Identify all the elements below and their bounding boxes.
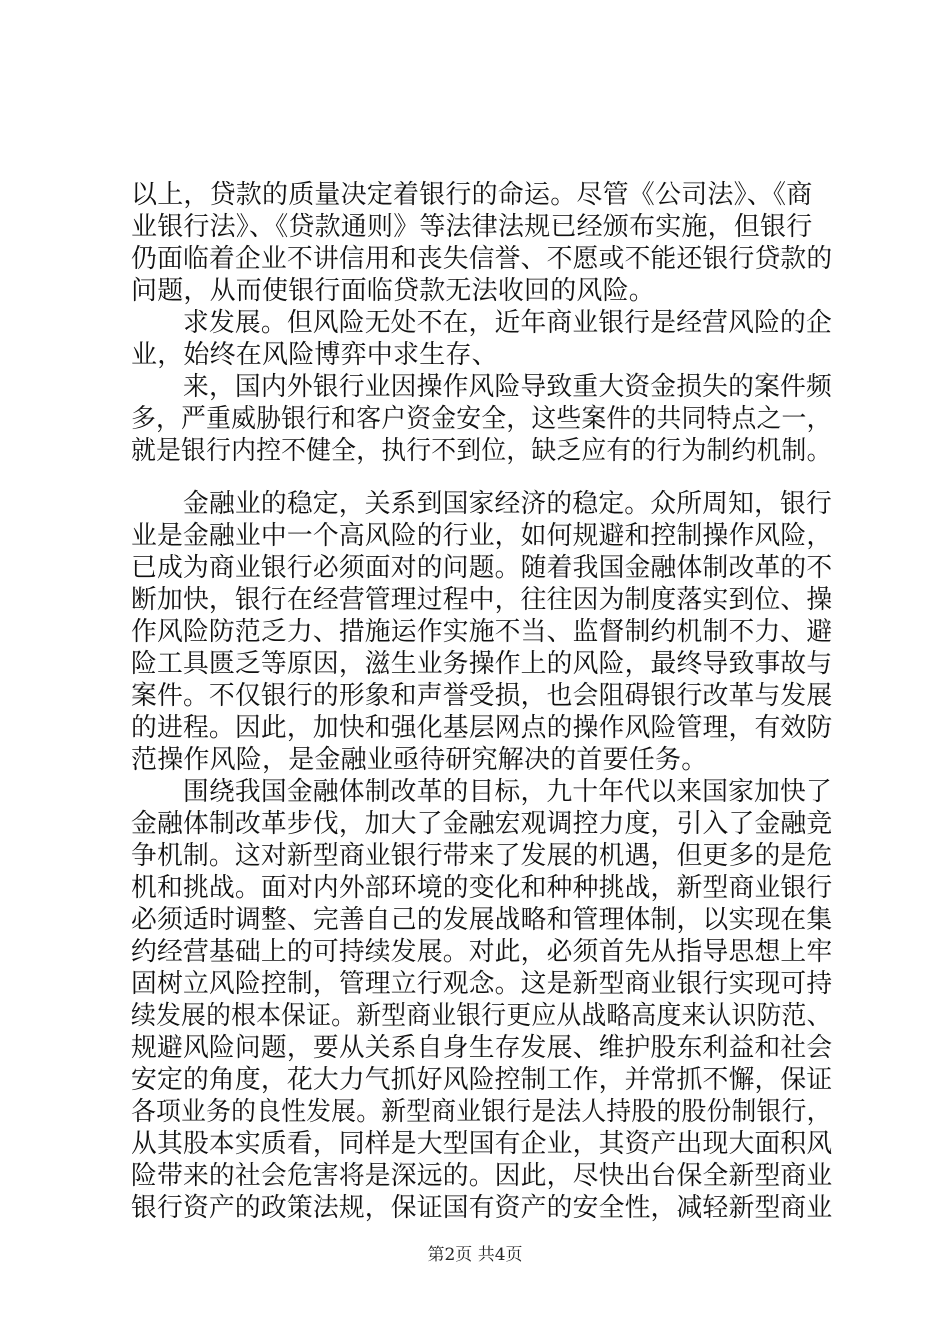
body-text-line: 围绕我国金融体制改革的目标，九十年代以来国家加快了 [183,777,832,807]
body-text-line: 问题，从而使银行面临贷款无法收回的风险。 [131,276,656,306]
body-text-line: 金融业的稳定，关系到国家经济的稳定。众所周知，银行 [183,489,832,519]
body-text-line: 以上，贷款的质量决定着银行的命运。尽管《公司法》、《商 [131,180,813,210]
body-text-line: 断加快，银行在经营管理过程中，往往因为制度落实到位、操 [131,585,833,615]
body-text-line: 续发展的根本保证。新型商业银行更应从战略高度来认识防范、 [131,1001,832,1031]
body-text-line: 必须适时调整、完善自己的发展战略和管理体制，以实现在集 [131,905,833,935]
body-text-line: 银行资产的政策法规，保证国有资产的安全性，减轻新型商业 [131,1193,833,1223]
body-text-line: 来，国内外银行业因操作风险导致重大资金损失的案件频 [183,372,832,402]
body-text-line: 从其股本实质看，同样是大型国有企业，其资产出现大面积风 [131,1129,833,1159]
body-text-line: 约经营基础上的可持续发展。对此，必须首先从指导思想上牢 [131,937,833,967]
body-text-line: 的进程。因此，加快和强化基层网点的操作风险管理，有效防 [131,713,833,743]
body-text-line: 案件。不仅银行的形象和声誉受损，也会阻碍银行改革与发展 [131,681,833,711]
body-text-line: 求发展。但风险无处不在，近年商业银行是经营风险的企 [183,308,832,338]
body-text-line: 机和挑战。面对内外部环境的变化和种种挑战，新型商业银行 [131,873,833,903]
body-text-line: 业银行法》、《贷款通则》等法律法规已经颁布实施，但银行 [131,212,813,242]
body-text-line: 业是金融业中一个高风险的行业，如何规避和控制操作风险， [131,521,833,551]
body-text-line: 规避风险问题，要从关系自身生存发展、维护股东利益和社会 [131,1033,833,1063]
body-text-line: 各项业务的良性发展。新型商业银行是法人持股的股份制银行， [131,1097,832,1127]
body-text-line: 安定的角度，花大力气抓好风险控制工作，并常抓不懈，保证 [131,1065,833,1095]
body-text-line: 金融体制改革步伐，加大了金融宏观调控力度，引入了金融竞 [131,809,833,839]
body-text-line: 多，严重威胁银行和客户资金安全，这些案件的共同特点之一， [131,404,832,434]
page-number-footer: 第2页 共4页 [427,1245,523,1265]
body-text-line: 作风险防范乏力、措施运作实施不当、监督制约机制不力、避 [131,617,833,647]
body-text-line: 争机制。这对新型商业银行带来了发展的机遇，但更多的是危 [131,841,833,871]
body-text-line: 仍面临着企业不讲信用和丧失信誉、不愿或不能还银行贷款的 [131,244,833,274]
body-text-line: 业，始终在风险博弈中求生存、 [131,340,498,370]
body-text-line: 险工具匮乏等原因，滋生业务操作上的风险，最终导致事故与 [131,649,833,679]
body-text-line: 已成为商业银行必须面对的问题。随着我国金融体制改革的不 [131,553,833,583]
body-text-line: 固树立风险控制，管理立行观念。这是新型商业银行实现可持 [131,969,833,999]
body-text-line: 险带来的社会危害将是深远的。因此，尽快出台保全新型商业 [131,1161,833,1191]
body-text-line: 就是银行内控不健全，执行不到位，缺乏应有的行为制约机制。 [131,436,832,466]
body-text-line: 范操作风险，是金融业亟待研究解决的首要任务。 [131,745,708,775]
